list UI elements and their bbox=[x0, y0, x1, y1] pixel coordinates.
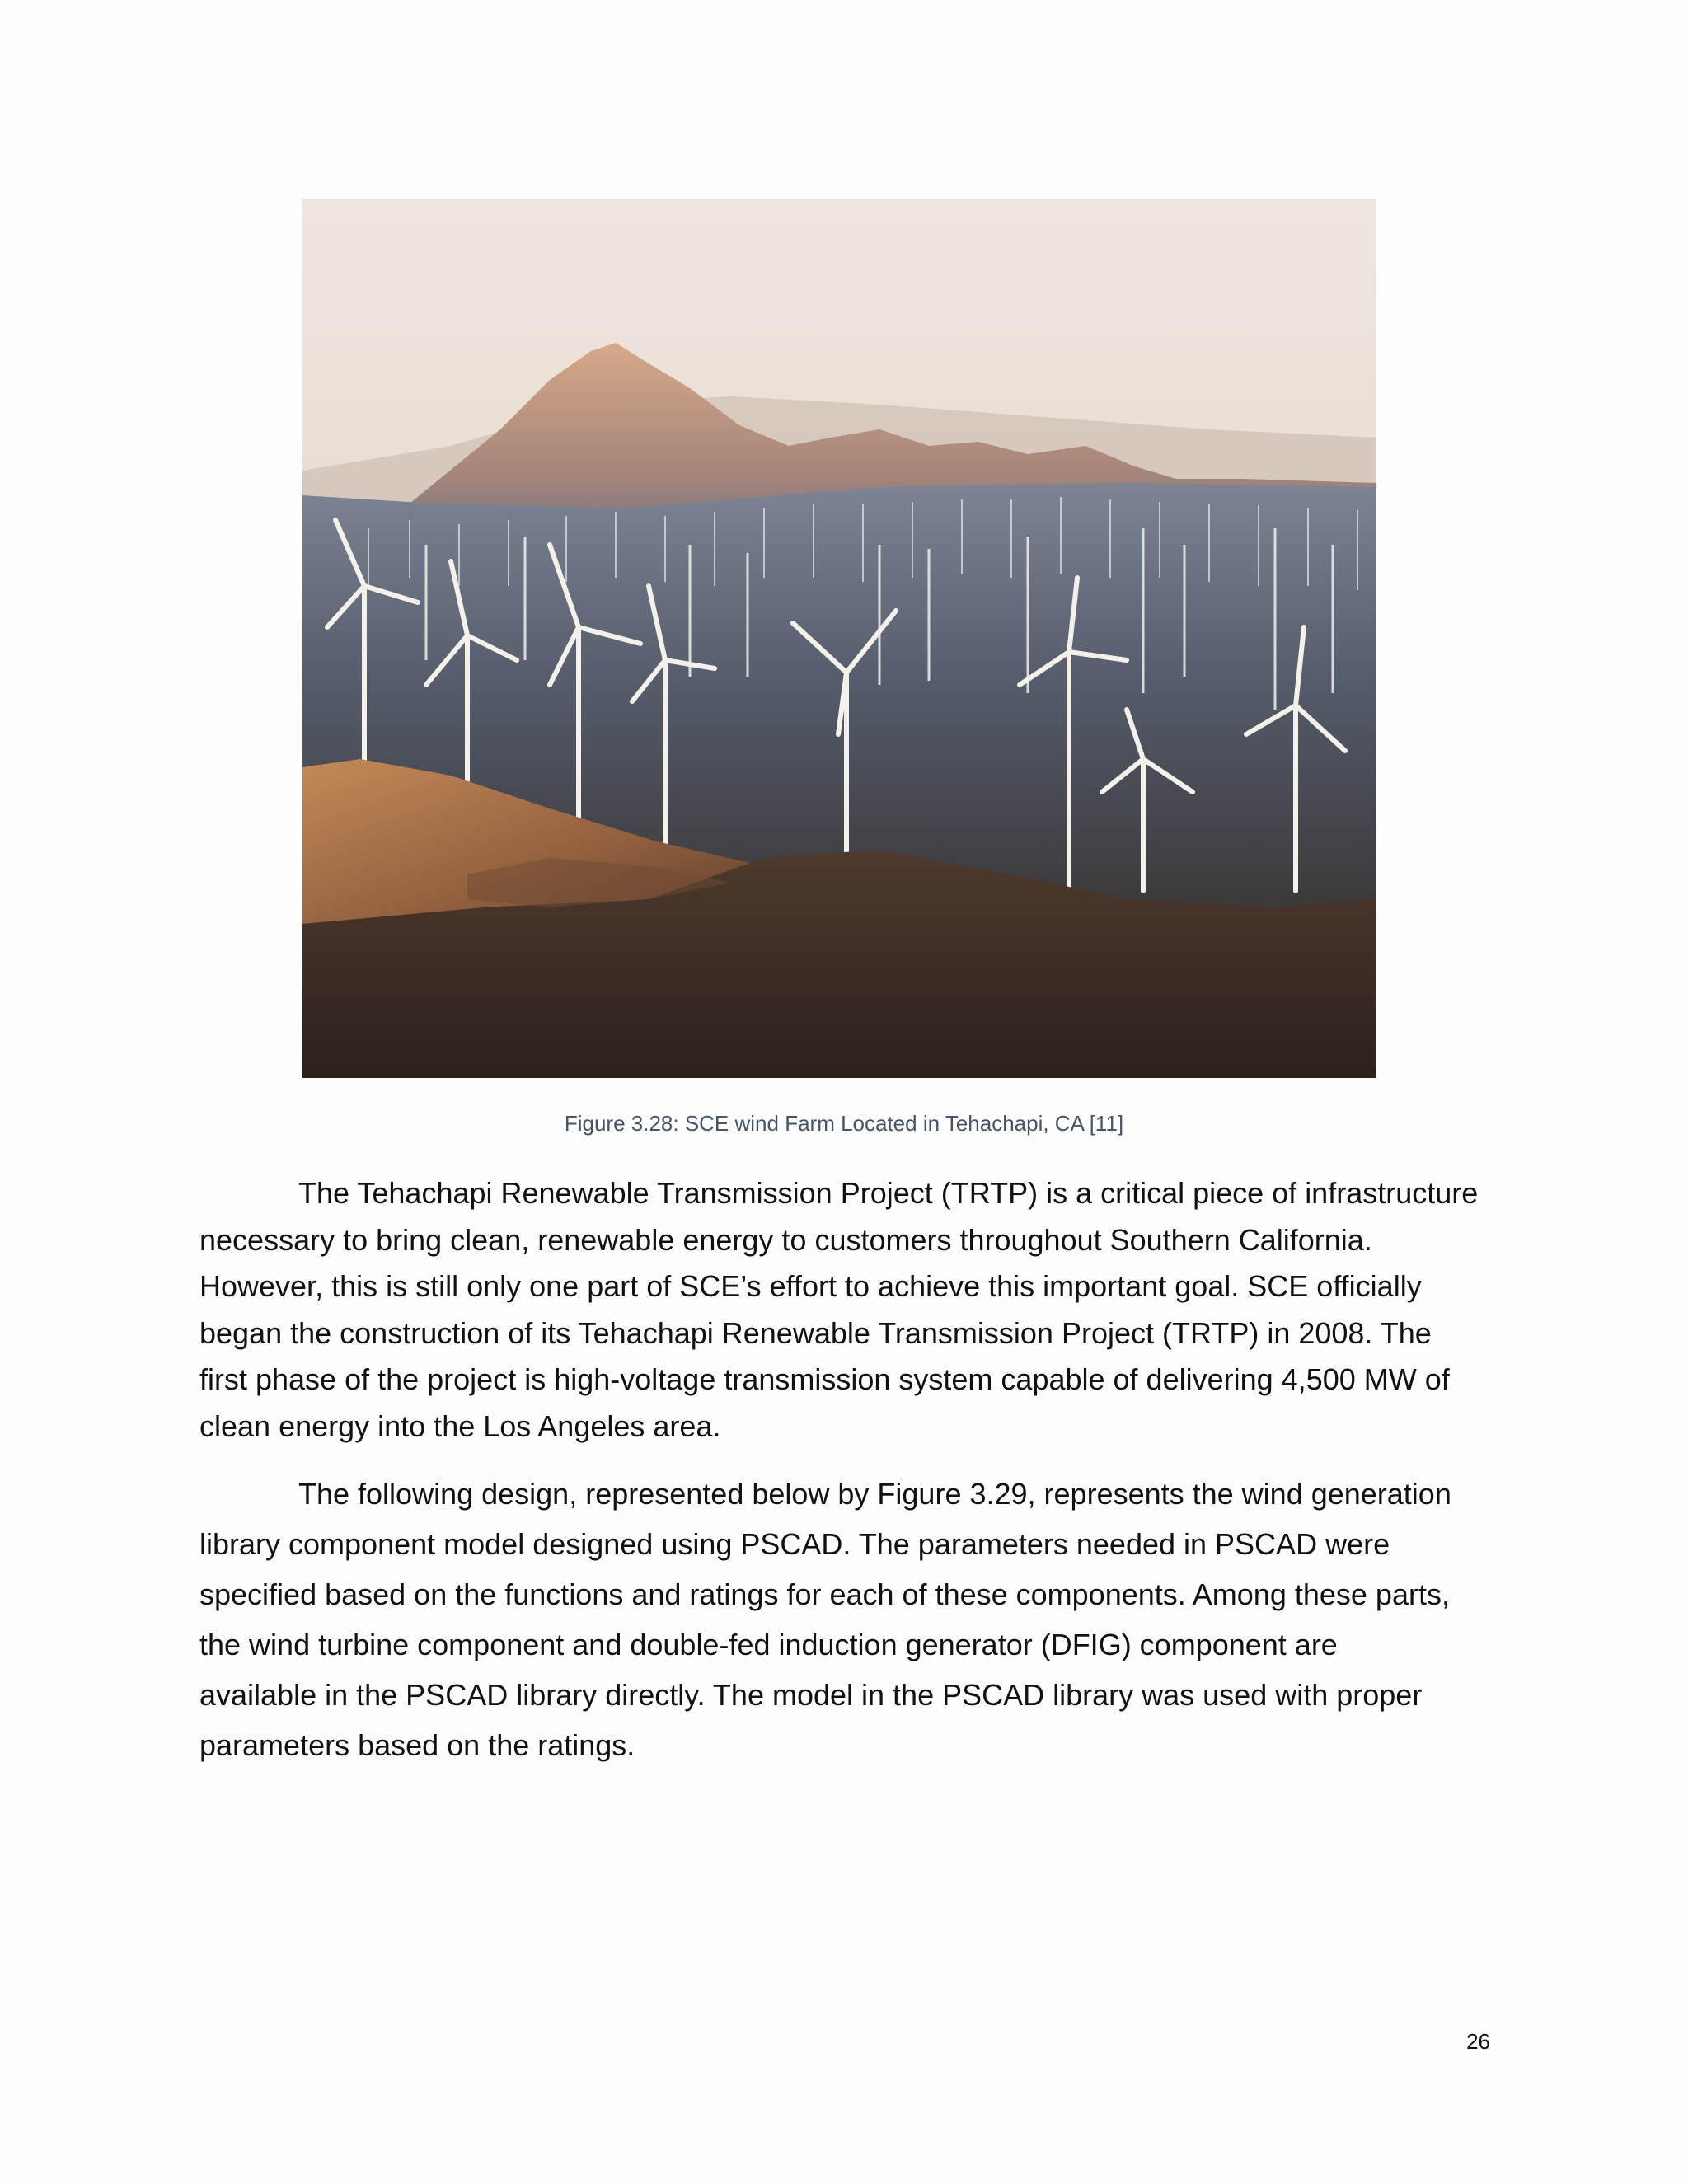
paragraph-line: necessary to bring clean, renewable energy to customers throughout Southern California. bbox=[199, 1222, 1372, 1257]
paragraph-line: the wind turbine component and double-fed induction generator (DFIG) component are bbox=[199, 1628, 1338, 1661]
paragraph-line: first phase of the project is high-voltage transmission system capable of delivering 4,500 MW of bbox=[199, 1362, 1450, 1396]
paragraph-line: parameters based on the ratings. bbox=[199, 1728, 635, 1762]
paragraph-trtp bbox=[199, 1170, 1502, 1450]
paragraph-line: The Tehachapi Renewable Transmission Project (TRTP) is a critical piece of infrastructure bbox=[298, 1176, 1479, 1210]
paragraph-pscad-design bbox=[199, 1469, 1502, 1770]
paragraph-line: The following design, represented below by Figure 3.29, represents the wind generation bbox=[298, 1477, 1451, 1511]
paragraph-line: clean energy into the Los Angeles area. bbox=[199, 1408, 721, 1443]
wind-farm-photo bbox=[302, 199, 1376, 1078]
page-number: 26 bbox=[1466, 2029, 1490, 2054]
paragraph-line: available in the PSCAD library directly. The model in the PSCAD library was used with proper bbox=[199, 1678, 1423, 1712]
figure-caption: Figure 3.28: SCE wind Farm Located in Tehachapi, CA [11] bbox=[564, 1111, 1124, 1136]
paragraph-line: library component model designed using PSCAD. The parameters needed in PSCAD were bbox=[199, 1527, 1390, 1561]
paragraph-line: specified based on the functions and ratings for each of these components. Among these parts, bbox=[199, 1577, 1450, 1611]
paragraph-line: However, this is still only one part of SCE’s effort to achieve this important goal. SCE officially bbox=[199, 1269, 1422, 1303]
paragraph-line: began the construction of its Tehachapi Renewable Transmission Project (TRTP) in 2008. The bbox=[199, 1315, 1432, 1350]
